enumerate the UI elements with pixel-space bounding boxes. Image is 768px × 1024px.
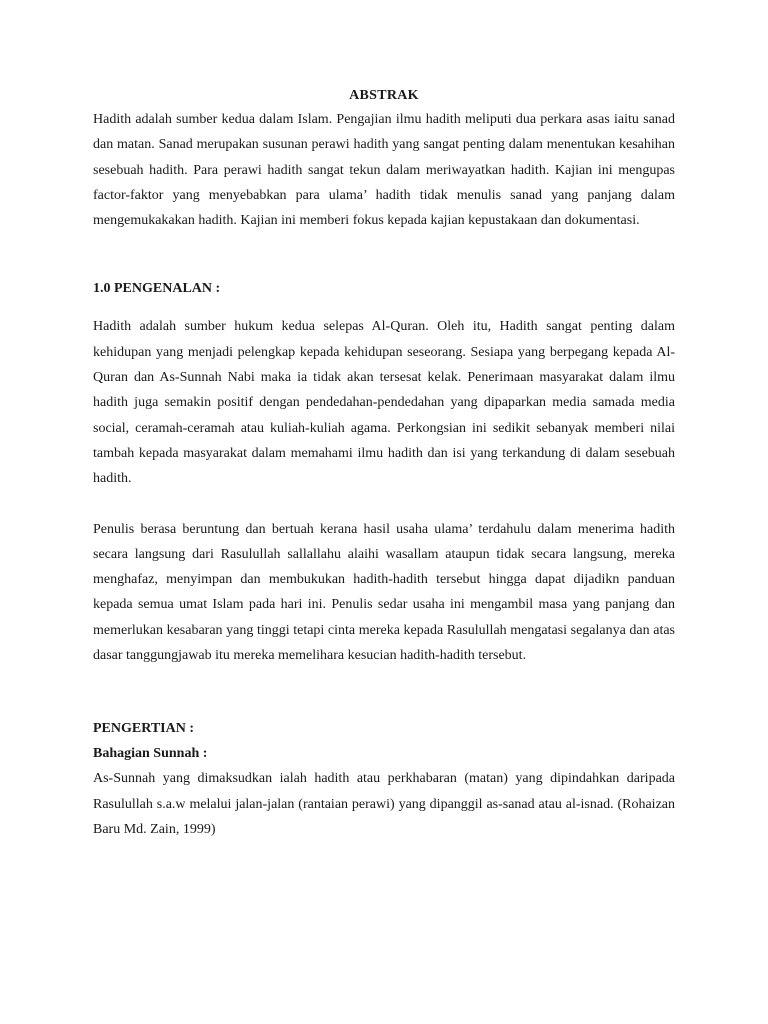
intro-heading: 1.0 PENGENALAN : bbox=[93, 281, 221, 297]
pengertian-heading: PENGERTIAN : bbox=[93, 721, 195, 737]
sunnah-paragraph: As-Sunnah yang dimaksudkan ialah hadith atau perkhabaran (matan) yang dipindahkan daripada Rasulullah s.a.w melalui jalan-jalan (rantaian perawi) yang dipanggil as-sanad atau al-isnad. (Rohaizan Baru Md. Zain, 1999) bbox=[93, 771, 675, 837]
abstract-paragraph: Hadith adalah sumber kedua dalam Islam. Pengajian ilmu hadith meliputi dua perkara asas iaitu sanad dan matan. Sanad merupakan susunan perawi hadith yang sangat penting dalam menentukan kesahihan sesebuah hadith. Para perawi hadith sangat tekun dalam meriwayatkan hadith. Kajian ini mengupas factor-faktor yang menyebabkan para ulama’ hadith tidak menulis sanad yang panjang dalam mengemukakakan hadith. Kajian ini memberi fokus kepada kajian kepustakaan dan dokumentasi. bbox=[93, 112, 675, 229]
document-page bbox=[93, 86, 675, 842]
abstract-title: ABSTRAK bbox=[349, 88, 419, 103]
intro-paragraph-1: Hadith adalah sumber hukum kedua selepas Al-Quran. Oleh itu, Hadith sangat penting dalam kehidupan yang menjadi pelengkap kepada kehidupan seseorang. Sesiapa yang berpegang kepada Al-Quran dan As-Sunnah Nabi maka ia tidak akan tersesat kelak. Penerimaan masyarakat dalam ilmu hadith juga semakin positif dengan pendedahan-pendedahan yang dipaparkan media samada media social, ceramah-ceramah atau kuliah-kuliah agama. Perkongsian ini sedikit sebanyak memberi nilai tambah kepada masyarakat dalam memahami ilmu hadith dan isi yang terkandung di dalam sesebuah hadith. bbox=[93, 319, 675, 487]
intro-paragraph-2: Penulis berasa beruntung dan bertuah kerana hasil usaha ulama’ terdahulu dalam menerima hadith secara langsung dari Rasulullah sallallahu alaihi wasallam ataupun tidak secara langsung, mereka menghafaz, menyimpan dan membukukan hadith-hadith tersebut hingga dapat dijadikn panduan kepada semua umat Islam pada hari ini. Penulis sedar usaha ini mengambil masa yang panjang dan memerlukan kesabaran yang tinggi tetapi cinta mereka kepada Rasulullah mengatasi segalanya dan atas dasar tanggungjawab itu mereka memelihara kesucian hadith-hadith tersebut. bbox=[93, 521, 675, 664]
sunnah-subheading: Bahagian Sunnah : bbox=[93, 746, 208, 762]
